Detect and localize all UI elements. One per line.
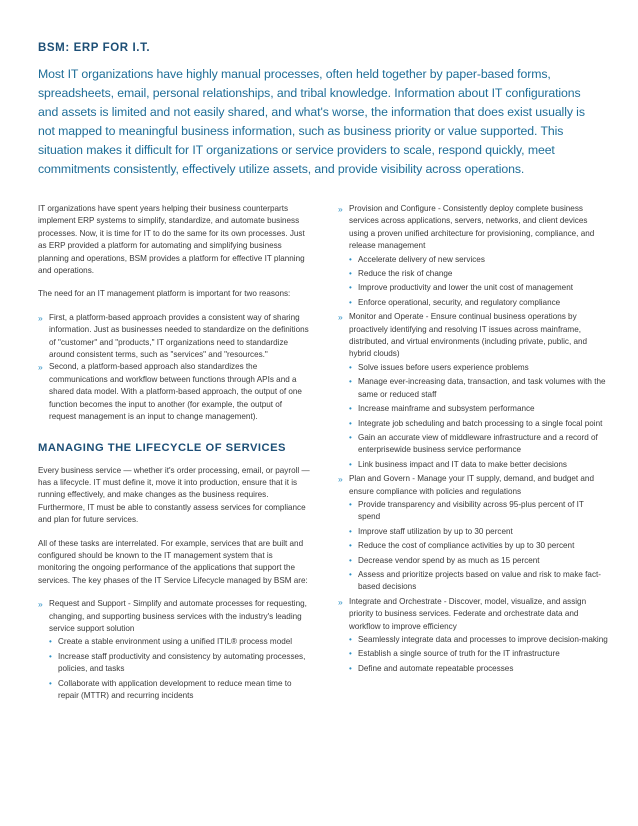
reason-text: First, a platform-based approach provides a consistent way of sharing information. Just as businesses needed to standardize on the definitions of "customer" and "products," IT organizations need to standardize around consistent terms, such as "services" and "resources." [49,312,309,360]
phase-item [338,473,608,594]
sub-item-text: Provide transparency and visibility across 95-plus percent of IT spend [358,499,584,522]
lead-paragraph: Most IT organizations have highly manual processes, often held together by paper-based forms, spreadsheets, email, personal relationships, and tribal knowledge. Information about IT configurations and assets is limited and not easily shared, and what's worse, the information that does exist usually is not mapped to meaningful business information, such as business priority or value supported. This situation makes it difficult for IT organizations or service providers to scale, respond quickly, meet commitments consistently, effectively utilize assets, and provide visibility across operations. [38,67,585,176]
bullet-icon: • [49,651,52,661]
phase-item [38,598,310,702]
phase-title: Provision and Configure - Consistently deploy complete business services across applications, servers, networks, and client devices using a proven unified architecture for provisioning, compliance, and release management [349,204,595,251]
reason-item [38,312,310,362]
bullet-icon: • [349,541,352,551]
phase-sublist [49,636,310,702]
bullet-icon: • [349,362,352,372]
sub-item [49,651,310,676]
bullet-icon: • [349,499,352,509]
sub-item [349,403,608,415]
bullet-icon: • [349,377,352,387]
sub-item-text: Gain an accurate view of middleware infrastructure and a record of enterprisewide business service performance [358,432,598,455]
sub-item [349,268,608,280]
sub-item-text: Enforce operational, security, and regulatory compliance [358,297,561,307]
sub-item [349,459,608,471]
sub-item-text: Solve issues before users experience problems [358,362,529,372]
chevron-icon: » [338,312,343,323]
reason-item [38,361,310,423]
phase-sublist [349,634,608,675]
sub-item [349,648,608,660]
sub-item [49,636,310,648]
chevron-icon: » [338,596,343,607]
bullet-icon: • [349,649,352,659]
lifecycle-paragraph: Every business service — whether it's order processing, email, or payroll — has a lifecycle. IT must define it, move it into production, ensure that it is running effectively, and make changes as the business requires. Furthermore, IT must be able to constantly assess services for compliance and plan for future services. [38,465,310,525]
sub-item [349,499,608,524]
bullet-icon: • [349,555,352,565]
sub-item-text: Create a stable environment using a unified ITIL® process model [58,637,293,647]
chevron-icon: » [38,362,43,373]
phase-title: Request and Support - Simplify and automate processes for requesting, changing, and supporting business services with the industry's leading service support solution [49,599,307,633]
bullet-icon: • [349,297,352,307]
phase-list [38,598,310,702]
left-column [38,203,310,708]
sub-item-text: Accelerate delivery of new services [358,254,485,264]
sub-item [349,569,608,594]
phase-sublist [349,362,608,471]
sub-item [349,634,608,646]
lifecycle-paragraph: All of these tasks are interrelated. For example, services that are built and configured should be known to the IT management system that is monitoring the ongoing performance of the applications that support the services. The key phases of the IT Service Lifecycle managed by BSM are: [38,538,308,585]
sub-item-text: Reduce the cost of compliance activities by up to 30 percent [358,541,575,551]
reasons-list [38,312,310,424]
sub-item [349,362,608,374]
bullet-icon: • [349,635,352,644]
sub-item [349,418,608,430]
sub-item-text: Increase staff productivity and consistency by automating processes, policies, and tasks [58,651,306,674]
intro-reasons-lead: The need for an IT management platform is important for two reasons: [38,289,291,299]
sub-item [349,663,608,675]
bullet-icon: • [349,404,352,414]
intro-paragraph: IT organizations have spent years helping their business counterparts implement ERP systems to simplify, standardize, and automate business processes. Now, it is time for IT to do the same for its own processes. Just as ERP provided a platform for automating and simplifying business planning and operations, BSM provides a platform for effective IT planning and operations. [38,204,305,276]
sub-item [349,555,608,567]
lifecycle-heading: MANAGING THE LIFECYCLE OF SERVICES [38,441,287,454]
chevron-icon: » [38,599,43,610]
sub-item-text: Improve productivity and lower the unit cost of management [358,283,573,293]
phase-item [338,311,608,471]
phase-title: Plan and Govern - Manage your IT supply, demand, and budget and ensure compliance with policies and regulations [349,474,594,496]
sub-item-text: Integrate job scheduling and batch processing to a single focal point [358,418,603,428]
phase-sublist [349,254,608,310]
bullet-icon: • [349,526,352,536]
phase-item [338,596,608,675]
sub-item-text: Improve staff utilization by up to 30 percent [358,526,513,536]
sub-item [349,526,608,538]
bullet-icon: • [49,678,52,688]
sub-item-text: Establish a single source of truth for the IT infrastructure [358,649,560,659]
bullet-icon: • [349,269,352,279]
sub-item [349,432,608,457]
sub-item [349,297,608,309]
sub-item-text: Collaborate with application development to reduce mean time to repair (MTTR) and recurring incidents [58,678,292,700]
bullet-icon: • [49,637,52,647]
phase-item [338,203,608,309]
sub-item-text: Assess and prioritize projects based on value and risk to make fact-based decisions [358,569,601,592]
sub-item [349,376,608,401]
sub-item-text: Link business impact and IT data to make better decisions [358,459,567,469]
sub-item [349,254,608,266]
sub-item-text: Increase mainframe and subsystem performance [358,404,535,414]
phase-title: Integrate and Orchestrate - Discover, model, visualize, and assign priority to business services. Federate and orchestrate data and workflow to improve efficiency [349,596,587,631]
chevron-icon: » [338,204,343,214]
phase-sublist [349,499,608,594]
bullet-icon: • [349,254,352,264]
bullet-icon: • [349,459,352,469]
bullet-icon: • [349,418,352,428]
bullet-icon: • [349,283,352,293]
sub-item [49,678,310,703]
chevron-icon: » [338,474,343,485]
sub-item-text: Decrease vendor spend by as much as 15 percent [358,555,540,565]
bullet-icon: • [349,663,352,673]
sub-item-text: Define and automate repeatable processes [358,663,514,673]
section-title: BSM: ERP FOR I.T. [38,42,151,54]
phase-title: Monitor and Operate - Ensure continual business operations by proactively identifying and resolving IT issues across mainframe, distributed, and virtual environments (including private, public, and hybrid clouds) [349,312,588,359]
sub-item [349,540,608,552]
right-column [338,203,608,681]
reason-text: Second, a platform-based approach also standardizes the communications and workflow between functions through APIs and a shared data model. With a platform-based approach, the output of one function becomes the input to another (for example, the output of request management is an input to change management). [49,362,302,422]
sub-item-text: Reduce the risk of change [358,269,453,279]
chevron-icon: » [38,312,43,323]
bullet-icon: • [349,569,352,579]
sub-item-text: Manage ever-increasing data, transaction, and task volumes with the same or reduced staff [358,377,606,399]
phase-list [338,203,608,675]
sub-item [349,282,608,294]
bullet-icon: • [349,432,352,442]
sub-item-text: Seamlessly integrate data and processes to improve decision-making [358,635,608,644]
